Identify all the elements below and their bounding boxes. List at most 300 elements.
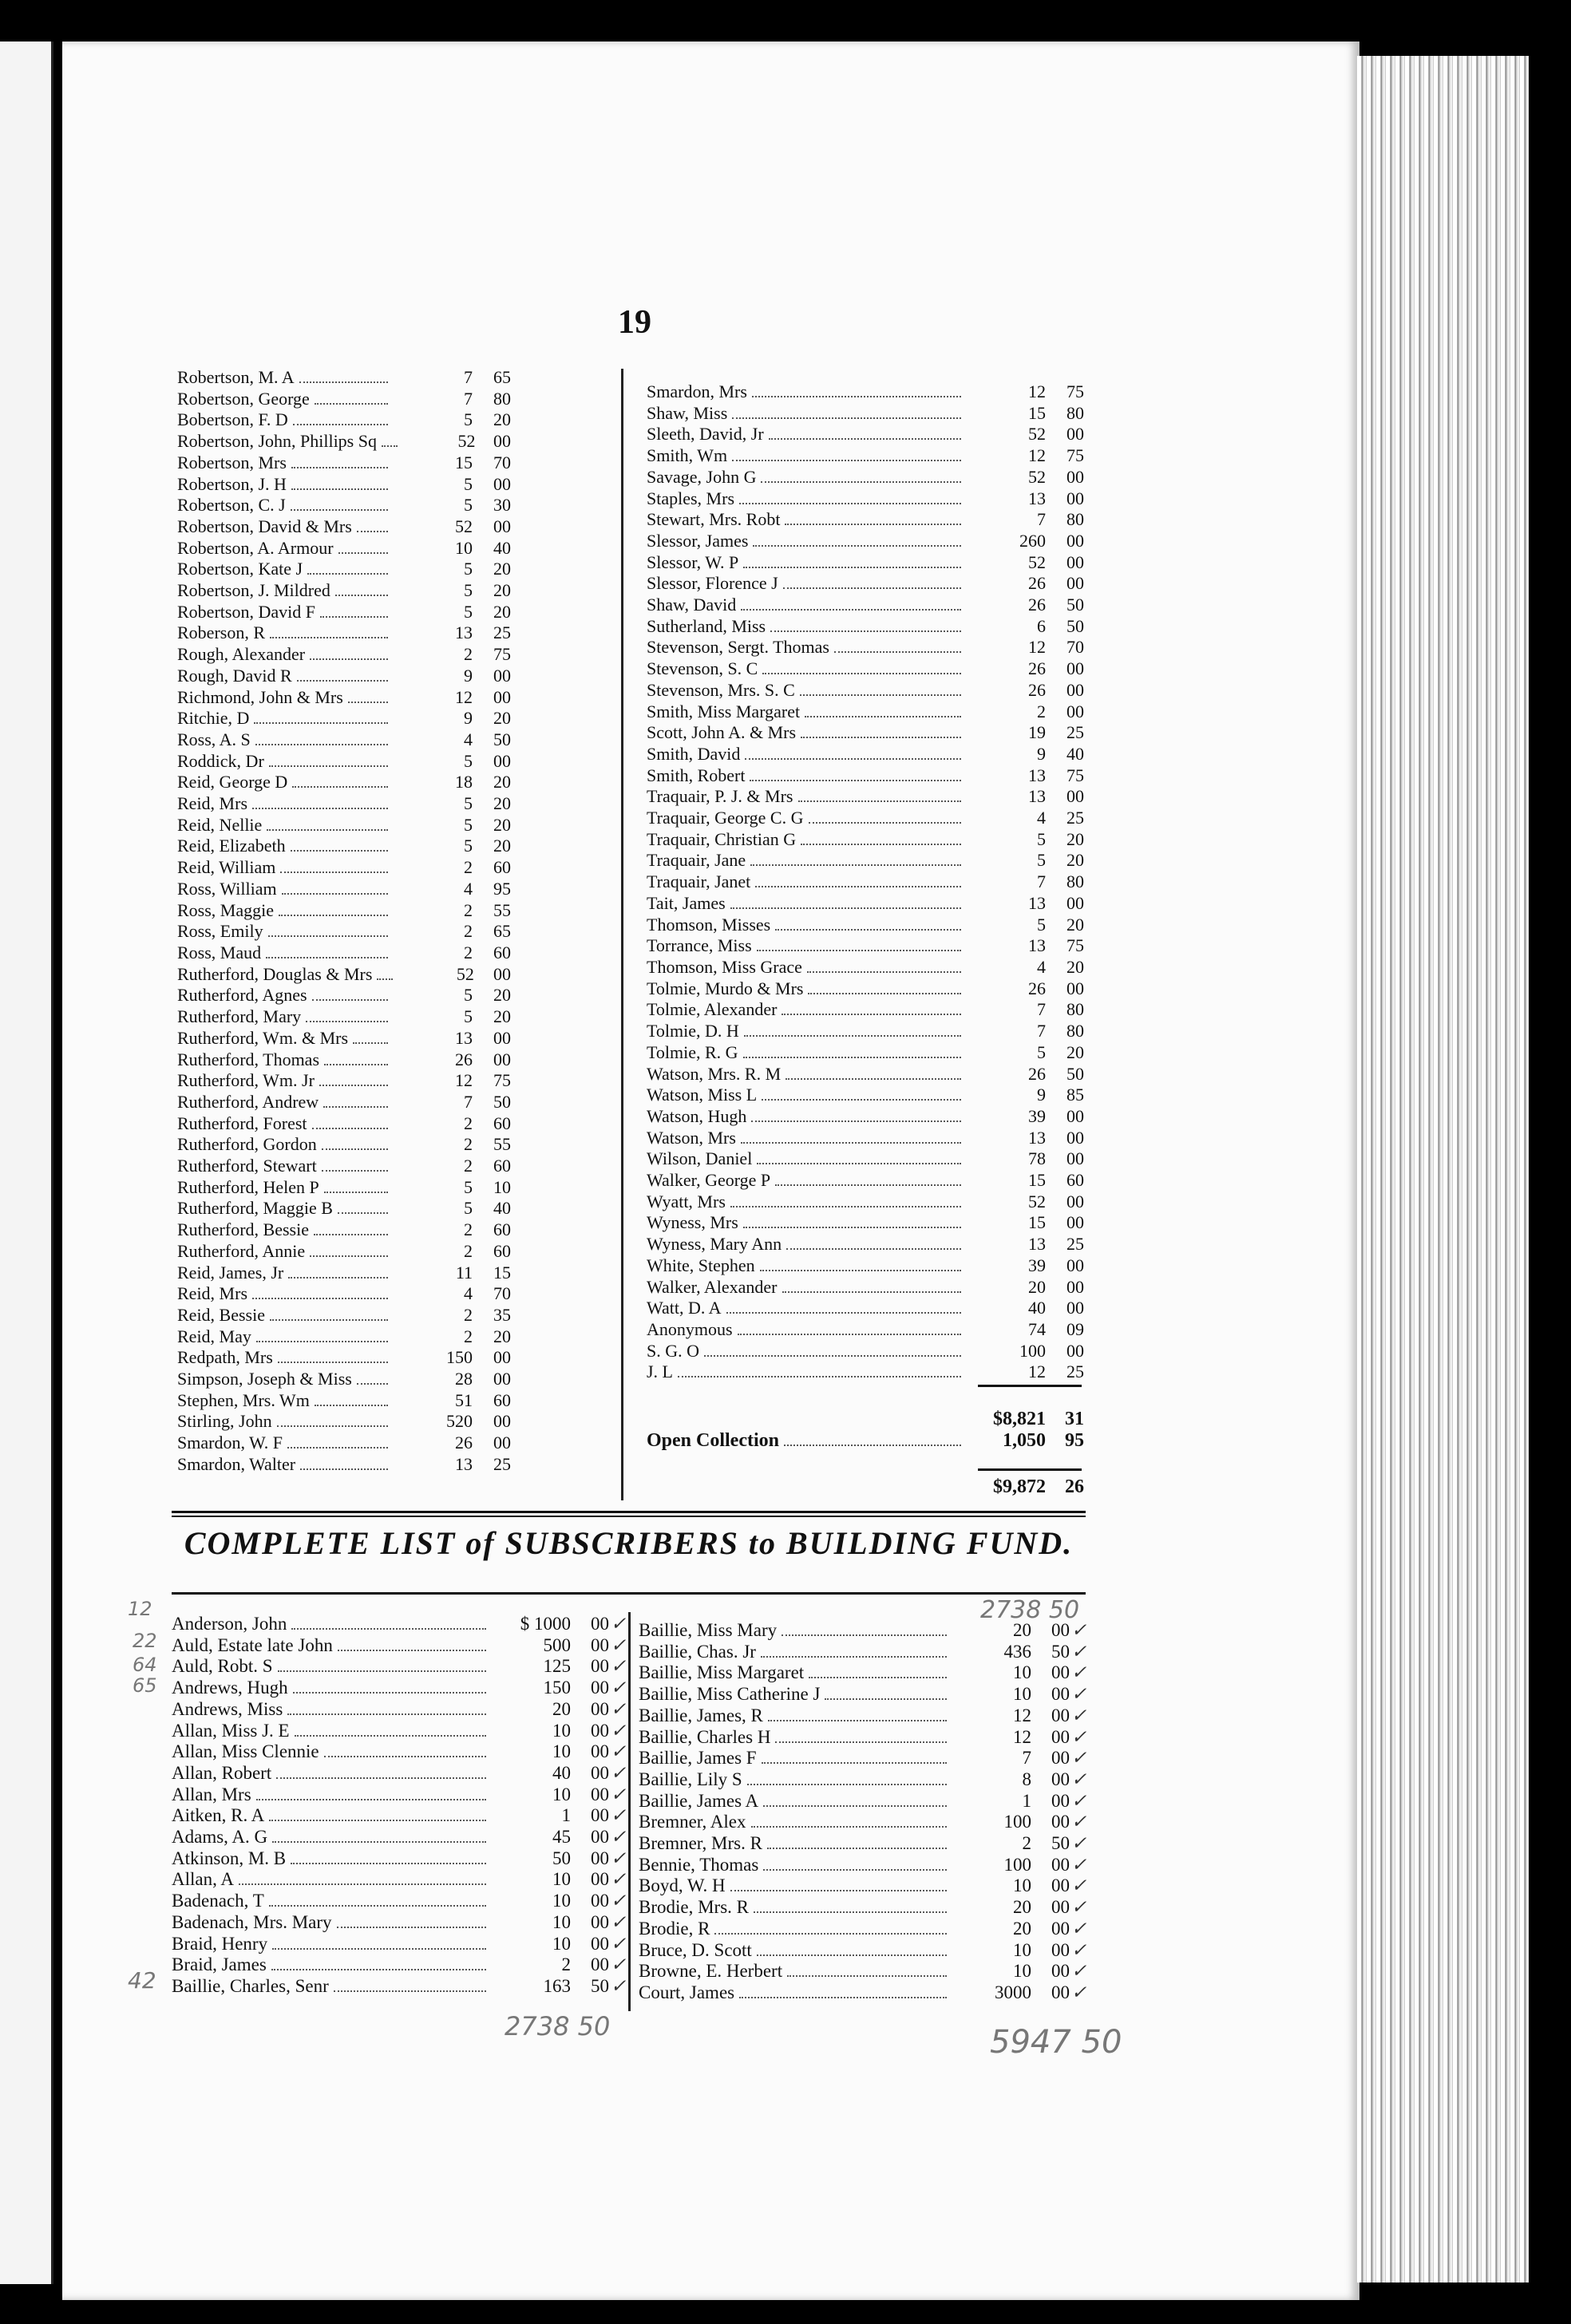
subscriber-name: Stirling, John [177,1411,272,1432]
amount-cents: 00 [591,1784,609,1804]
amount-cents: 00 [1066,1127,1084,1148]
amount-dollars: 4 [464,1283,473,1304]
subscriber-name: Stevenson, Mrs. S. C [647,679,795,700]
subscriber-row [647,978,1084,1000]
subscriber-name: Baillie, James A [639,1790,759,1811]
subscriber-name: Baillie, James, R [639,1705,763,1725]
dot-leader [704,1355,961,1357]
amount-dollars: 52 [455,516,473,536]
amount-cents: 00 [591,1614,609,1634]
amount-cents: 00 [591,1720,609,1741]
check-mark-icon: ✓ [611,1869,627,1890]
amount-cents: 80 [1066,509,1084,530]
amount-cents: 25 [1066,722,1084,743]
dot-leader [278,1670,486,1672]
subscriber-name: Rutherford, Forest [177,1113,307,1133]
amount-cents: 25 [1066,808,1084,828]
amount-dollars: 74 [1028,1318,1046,1339]
subscriber-name: Andrews, Miss [172,1698,283,1719]
amount-cents: 55 [493,899,511,920]
amount-dollars: 13 [1028,892,1046,913]
amount-cents: 50 [493,1091,511,1112]
amount-cents: 70 [493,452,511,472]
subscriber-name: Allan, Miss Clennie [172,1741,319,1762]
amount-dollars: 5 [464,1176,473,1197]
amount-dollars: 2 [464,1240,473,1261]
subscriber-row [177,1177,511,1199]
subscriber-row [177,1092,511,1113]
subscriber-row [177,1113,511,1135]
dot-leader [775,1184,961,1186]
subscriber-name: Shaw, Miss [647,402,728,423]
subscriber-row [639,1919,1087,1940]
amount-dollars: 13 [1028,1127,1046,1148]
dot-leader [753,545,961,547]
amount-cents: 00 [493,516,511,536]
amount-cents: 40 [493,1198,511,1219]
subscriber-name: Sleeth, David, Jr [647,424,764,445]
dot-leader [239,1883,486,1885]
dot-leader [255,744,388,745]
amount-dollars: 436 [1003,1641,1031,1662]
subscriber-row [172,1678,627,1699]
check-mark-icon: ✓ [1071,1961,1087,1982]
amount-dollars: 12 [1028,637,1046,658]
amount-dollars: 10 [552,1869,571,1890]
amount-dollars: 5 [1037,850,1046,871]
amount-cents: 00 [1066,1105,1084,1126]
open-collection-label: Open Collection [647,1430,779,1451]
subscriber-row [647,1255,1084,1277]
amount-dollars: 39 [1028,1255,1046,1275]
dot-leader [277,1425,388,1427]
subscriber-row [647,1341,1084,1362]
subscriber-row [177,644,511,666]
subscriber-name: Walker, Alexander [647,1276,778,1297]
dot-leader [278,1362,388,1363]
dot-leader [785,524,961,525]
section-rule-top-thin [172,1516,1086,1517]
amount-dollars: 78 [1028,1148,1046,1169]
amount-cents: 70 [493,1283,511,1304]
subscriber-row [647,1212,1084,1234]
contributors-right-column [647,381,1084,1383]
subscriber-name: Braid, James [172,1954,267,1975]
check-mark-icon: ✓ [1071,1939,1087,1960]
check-mark-icon: ✓ [611,1720,627,1741]
subscriber-name: Ross, Emily [177,921,263,942]
dot-leader [306,1021,388,1022]
subscriber-name: Scott, John A. & Mrs [647,722,797,743]
subscriber-name: White, Stephen [647,1255,755,1275]
amount-cents: 00 [1066,978,1084,998]
amount-dollars: 26 [1028,978,1046,998]
subscriber-name: Atkinson, M. B [172,1848,287,1868]
check-mark-icon: ✓ [611,1614,627,1634]
dot-leader [287,1713,486,1715]
dot-leader [270,637,388,638]
dot-leader [287,1447,388,1449]
dot-leader [338,1650,486,1651]
subscriber-row [647,488,1084,510]
amount-dollars: 10 [1013,1662,1031,1683]
subscriber-name: Bremner, Mrs. R [639,1833,762,1854]
subscriber-row [172,1954,627,1976]
subscriber-row [177,1390,511,1412]
subscriber-name: Rutherford, Stewart [177,1156,317,1176]
amount-dollars: 13 [1028,786,1046,807]
amount-dollars: 45 [552,1827,571,1848]
amount-cents: 00 [1066,573,1084,594]
subscriber-name: Reid, Elizabeth [177,836,286,856]
subscriber-name: Smith, Miss Margaret [647,701,801,721]
subscriber-row [639,1727,1087,1749]
subscriber-row [177,1433,511,1454]
subscriber-row [647,381,1084,403]
dot-leader [825,1698,947,1700]
amount-cents: 50 [1051,1833,1070,1854]
dot-leader [751,1826,948,1828]
amount-cents: 00 [1051,1875,1070,1896]
check-mark-icon: ✓ [611,1741,627,1762]
check-mark-icon: ✓ [1071,1726,1087,1747]
amount-dollars: 4 [464,729,473,749]
page-stack-edges [1357,56,1529,2282]
dot-leader [268,935,388,937]
amount-cents: 00 [591,1656,609,1677]
amount-cents: 00 [1066,892,1084,913]
subscriber-row [177,602,511,623]
subscriber-name: Bremner, Alex [639,1812,746,1832]
amount-cents: 75 [1066,935,1084,956]
check-mark-icon: ✓ [611,1784,627,1804]
subscriber-name: Baillie, Miss Margaret [639,1662,805,1683]
amount-cents: 20 [1066,1041,1084,1062]
subscriber-name: Wyness, Mrs [647,1212,738,1233]
subscriber-name: Watson, Miss L [647,1085,758,1105]
subscriber-name: Rutherford, Agnes [177,985,307,1006]
contributors-left-column [177,367,511,1476]
dot-leader [782,1014,961,1015]
amount-cents: 60 [493,1240,511,1261]
subscriber-name: Brodie, Mrs. R [639,1897,749,1918]
amount-dollars: 7 [1037,1021,1046,1041]
subscriber-name: Traquair, Christian G [647,828,797,849]
check-mark-icon: ✓ [1071,1769,1087,1789]
amount-cents: 00 [1051,1982,1070,2002]
amount-cents: 20 [493,1326,511,1346]
subscriber-row [177,666,511,687]
section-rule-bottom [172,1592,1086,1595]
check-mark-icon: ✓ [1071,1684,1087,1705]
dot-leader [775,929,961,931]
subscriber-name: Court, James [639,1982,735,2002]
subscriber-name: Ross, William [177,878,277,899]
building-fund-title: COMPLETE LIST of SUBSCRIBERS to BUILDING FUND. [184,1525,1074,1561]
subscriber-row [177,1369,511,1390]
amount-cents: 60 [493,1113,511,1133]
dot-leader [732,460,961,461]
amount-cents: 00 [1066,701,1084,721]
dot-leader [312,1128,388,1129]
dot-leader [288,1277,388,1279]
dot-leader [757,1954,947,1956]
amount-dollars: 500 [543,1634,571,1655]
subscriber-row [177,453,511,474]
dot-leader [834,651,961,653]
subscriber-name: Slessor, W. P [647,551,739,572]
amount-cents: 50 [591,1975,609,1996]
subscriber-name: Boyd, W. H [639,1875,726,1896]
amount-cents: 00 [591,1741,609,1762]
amount-cents: 00 [591,1678,609,1698]
amount-cents: 15 [493,1262,511,1283]
subscriber-name: Traquair, Jane [647,850,746,871]
amount-cents: 00 [493,963,511,984]
subscriber-name: Badenach, Mrs. Mary [172,1911,332,1932]
subscriber-name: Auld, Estate late John [172,1634,333,1655]
amount-dollars: 12 [455,686,473,707]
subscriber-name: Robertson, David F [177,601,315,622]
amount-dollars: 15 [1028,1212,1046,1233]
amount-cents: 00 [591,1933,609,1954]
subscriber-row [647,531,1084,552]
amount-dollars: 52 [1028,466,1046,487]
amount-cents: 20 [493,772,511,792]
subscriber-name: Baillie, James F [639,1748,757,1769]
amount-dollars: $ 1000 [520,1614,571,1634]
dot-leader [757,950,961,951]
dot-leader [297,680,388,682]
margin-note-2: 22 [133,1630,157,1652]
dot-leader [312,999,388,1001]
column-divider [621,369,623,1500]
dot-leader [335,595,388,596]
dot-leader [382,445,398,447]
check-mark-icon: ✓ [611,1848,627,1868]
amount-dollars: 26 [1028,1063,1046,1084]
dot-leader [726,1312,961,1314]
amount-dollars: 2 [1037,701,1046,721]
subscriber-row [172,1635,627,1657]
check-mark-icon: ✓ [611,1954,627,1975]
subscriber-name: Rough, Alexander [177,644,306,665]
dot-leader [786,1248,961,1250]
amount-dollars: 5 [464,580,473,601]
check-mark-icon: ✓ [1071,1897,1087,1918]
amount-dollars: 5 [1037,914,1046,935]
subscriber-name: Anonymous [647,1318,733,1339]
amount-dollars: 52 [457,431,476,452]
amount-cents: 75 [493,644,511,665]
subscriber-row [177,1049,511,1071]
amount-cents: 00 [493,665,511,686]
amount-cents: 00 [591,1827,609,1848]
amount-dollars: 5 [464,1006,473,1027]
dot-leader [809,1677,947,1678]
subscriber-name: Traquair, George C. G [647,808,804,828]
amount-cents: 20 [493,1006,511,1027]
dot-leader [741,609,961,611]
subscriber-name: Shaw, David [647,595,737,615]
dot-leader [763,1805,947,1807]
amount-dollars: 20 [1013,1918,1031,1939]
amount-dollars: 12 [1013,1726,1031,1747]
amount-dollars: 40 [1028,1298,1046,1318]
subscriber-row [647,1085,1084,1106]
subscriber-row [177,1305,511,1326]
dot-leader [291,467,388,468]
amount-cents: 00 [1051,1961,1070,1982]
subscriber-row [647,915,1084,936]
check-mark-icon: ✓ [611,1827,627,1848]
amount-dollars: 13 [1028,1234,1046,1255]
subscriber-row [647,935,1084,957]
subscriber-row [177,431,511,453]
subscriber-row [172,1848,627,1870]
subscriber-name: Stevenson, Sergt. Thomas [647,637,829,658]
subscriber-name: Reid, May [177,1326,251,1346]
amount-cents: 00 [493,473,511,494]
dot-leader [741,1142,961,1144]
subscriber-row [172,1656,627,1678]
subscriber-name: Rutherford, Gordon [177,1134,317,1155]
subscriber-row [172,1912,627,1934]
subscriber-row [639,1662,1087,1684]
subscriber-name: Rutherford, Wm. & Mrs [177,1027,349,1048]
subscriber-name: Ross, Maud [177,942,262,962]
amount-dollars: 12 [1028,1362,1046,1382]
amount-dollars: 15 [1028,1170,1046,1191]
dot-leader [300,1468,388,1470]
dot-leader [757,1163,961,1164]
dot-leader [322,1170,388,1172]
dot-leader [730,907,961,909]
subscriber-row [647,850,1084,872]
dot-leader [761,1656,947,1658]
amount-cents: 20 [493,985,511,1006]
subscriber-row [647,1106,1084,1128]
amount-dollars: 3000 [995,1982,1031,2002]
subscriber-name: Wyness, Mary Ann [647,1234,782,1255]
open-collection-dollars: 1,050 [1003,1430,1046,1451]
subscriber-row [177,793,511,815]
subscriber-row [647,1042,1084,1064]
subscriber-name: Baillie, Miss Catherine J [639,1684,821,1705]
amount-dollars: 2 [464,1113,473,1133]
amount-dollars: 26 [1028,679,1046,700]
section-rule-top [172,1511,1086,1513]
subscriber-name: Smith, David [647,743,741,764]
amount-cents: 09 [1066,1318,1084,1339]
subscriber-name: Brodie, R [639,1918,710,1939]
amount-cents: 30 [493,495,511,516]
dot-leader [323,1106,388,1108]
subscriber-name: Rutherford, Maggie B [177,1198,333,1219]
subscriber-row [177,687,511,709]
subscriber-row [177,772,511,793]
subscriber-row [177,622,511,644]
check-mark-icon: ✓ [1071,1790,1087,1811]
dot-leader [282,893,388,895]
subscriber-row [177,580,511,602]
subscriber-name: Stewart, Mrs. Robt [647,509,781,530]
amount-cents: 00 [1051,1854,1070,1875]
dot-leader [755,886,961,887]
amount-dollars: 5 [1037,828,1046,849]
subscriber-row [177,495,511,516]
check-mark-icon: ✓ [611,1678,627,1698]
subscriber-row [647,808,1084,829]
amount-dollars: 13 [1028,488,1046,508]
dot-leader [256,1799,486,1800]
subscriber-name: Reid, William [177,857,276,878]
amount-dollars: 10 [455,537,473,558]
subscriber-row [639,1961,1087,1982]
check-mark-icon: ✓ [611,1805,627,1826]
amount-dollars: 5 [464,473,473,494]
subscriber-row [647,1064,1084,1085]
dot-leader [269,765,388,767]
amount-cents: 75 [1066,381,1084,401]
dot-leader [738,1334,961,1335]
amount-cents: 60 [493,1156,511,1176]
dot-leader [324,1064,388,1065]
dot-leader [314,1234,388,1235]
subscriber-row [647,786,1084,808]
amount-dollars: 13 [455,1027,473,1048]
amount-cents: 00 [493,1049,511,1069]
dot-leader [732,417,961,419]
subscriber-name: Ross, Maggie [177,899,274,920]
subscriber-name: Rutherford, Mary [177,1006,302,1027]
subscriber-row [647,957,1084,978]
open-collection-row [647,1430,1084,1452]
subscriber-row [647,1021,1084,1042]
amount-cents: 20 [1066,914,1084,935]
subscriber-row [172,1763,627,1785]
amount-dollars: 2 [561,1954,571,1975]
subscriber-row [647,637,1084,658]
dot-leader [808,993,961,994]
amount-cents: 35 [493,1304,511,1325]
dot-leader [291,1628,486,1630]
amount-dollars: 2 [464,644,473,665]
amount-cents: 20 [493,580,511,601]
subscriber-name: Robertson, George [177,388,310,409]
subscriber-name: Thomson, Miss Grace [647,956,802,977]
amount-dollars: 5 [464,814,473,835]
subscriber-name: Robertson, J. Mildred [177,580,330,601]
amount-cents: 00 [591,1848,609,1868]
subscriber-name: Anderson, John [172,1614,287,1634]
subscriber-name: Rutherford, Andrew [177,1091,319,1112]
subscriber-name: Rutherford, Wm. Jr [177,1070,315,1091]
amount-dollars: 9 [464,708,473,729]
subscriber-name: J. L [647,1362,673,1382]
amount-dollars: 150 [446,1347,473,1368]
check-mark-icon: ✓ [1071,1875,1087,1896]
dot-leader [252,1298,388,1299]
dot-leader [307,573,388,575]
subscriber-row [177,751,511,773]
check-mark-icon: ✓ [611,1911,627,1932]
dot-leader [743,567,961,568]
amount-cents: 25 [493,622,511,643]
dot-leader [291,850,388,852]
subscriber-row [647,1362,1084,1383]
amount-dollars: 5 [464,1198,473,1219]
